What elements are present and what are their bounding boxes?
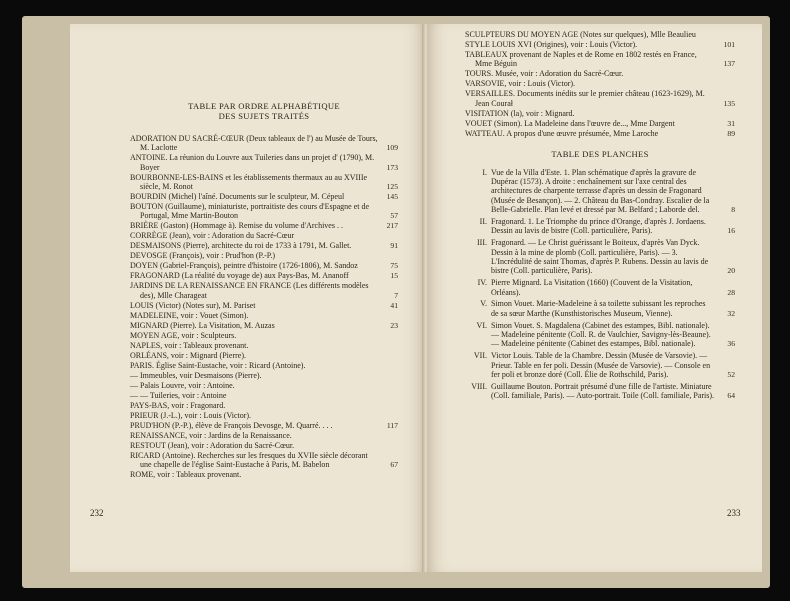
plate-entry (465, 382, 735, 401)
index-title-line2: DES SUJETS TRAITÉS (218, 111, 310, 122)
index-entry (130, 231, 398, 240)
plate-number: III. (477, 238, 487, 248)
plate-caption: Fragonard. — Le Christ guérissant le Boiteux, d'après Van Dyck. Dessin à la mine de plomb (Coll. particulière, Paris). — 3. L'Incrédulité de saint Thomas, d'après P. Rubens. Dessin au lavis de bistre (Coll. particulière, Paris). (491, 238, 709, 276)
index-entry-text: JARDINS DE LA RENAISSANCE EN FRANCE (Les différents modèles des), Mlle Charageat (130, 281, 369, 300)
index-entry-page: 15 (390, 271, 398, 281)
index-entry (130, 421, 398, 430)
index-entry (130, 221, 398, 230)
index-entry-text: BOUTON (Guillaume), miniaturiste, portraitiste des cours d'Espagne et de Portugal, Mme Martin-Bouton (130, 202, 370, 221)
plate-number: VII. (473, 351, 487, 361)
index-entry-text: RICARD (Antoine). Recherches sur les fresques du XVIIe siècle décorant une chapelle de l'église Saint-Eustache à Paris, M. Babelon (130, 450, 368, 470)
index-entry-text: RESTOUT (Jean), voir : Adoration du Sacré-Cœur. (130, 440, 295, 450)
index-entry (465, 69, 735, 78)
plate-page: 8 (731, 205, 735, 215)
index-entry (130, 134, 398, 153)
index-entry (130, 391, 398, 400)
plate-number: I. (482, 167, 487, 177)
index-entry-page: 67 (390, 460, 398, 470)
page-number-left: 232 (90, 508, 104, 518)
plate-page: 16 (727, 226, 735, 236)
index-entry-text: NAPLES, voir : Tableaux provenant. (130, 340, 249, 350)
index-entry-page: 41 (390, 300, 398, 310)
index-entry-text: PAYS-BAS, voir : Fragonard. (130, 400, 226, 410)
index-entry (130, 192, 398, 201)
index-entry (130, 301, 398, 310)
index-entry-page: 135 (723, 98, 735, 108)
index-entry (130, 381, 398, 390)
index-entry-text: ANTOINE. La réunion du Louvre aux Tuileries dans un projet d' (1790), M. Boyer (130, 153, 375, 172)
index-entry (130, 281, 398, 300)
index-entry-text: TOURS. Musée, voir : Adoration du Sacré-Cœur. (465, 69, 624, 79)
index-entry-text: PRUD'HON (P.-P.), élève de François Devosge, M. Quarré. . . . (130, 420, 333, 430)
index-entry-text: MIGNARD (Pierre). La Visitation, M. Auzas (130, 320, 275, 330)
index-entry (465, 109, 735, 118)
plate-number: V. (480, 299, 487, 309)
index-entry (130, 153, 398, 172)
index-entry (465, 129, 735, 138)
index-entries (130, 134, 398, 480)
index-entry-text: BRIÈRE (Gaston) (Hommage à). Remise du volume d'Archives . . (130, 221, 343, 231)
index-entry (465, 50, 735, 69)
index-entry (130, 271, 398, 280)
plate-caption: Simon Vouet. Marie-Madeleine à sa toilette subissant les reproches de sa sœur Marthe (Kunsthistorisches Museum, Vienne). (491, 299, 706, 318)
index-entry (130, 401, 398, 410)
index-entry-page: 89 (727, 128, 735, 138)
index-entry-text: DESMAISONS (Pierre), architecte du roi de 1733 à 1791, M. Gallet. (130, 241, 352, 251)
index-entry-page: 91 (390, 241, 398, 251)
index-entry-text: — Palais Louvre, voir : Antoine. (130, 380, 235, 390)
index-entry (130, 173, 398, 192)
index-entry (130, 261, 398, 270)
index-entry (130, 341, 398, 350)
index-entry (130, 241, 398, 250)
index-entry-text: LOUIS (Victor) (Notes sur), M. Pariset (130, 300, 256, 310)
index-entry-text: ORLÉANS, voir : Mignard (Pierre). (130, 350, 246, 360)
index-entry-page: 109 (386, 143, 398, 153)
index-entry (130, 202, 398, 221)
index-entry-page: 217 (386, 221, 398, 231)
index-entry-text: ADORATION DU SACRÉ-CŒUR (Deux tableaux de l') au Musée de Tours, M. Laclotte (130, 133, 378, 153)
index-entry-page: 75 (390, 261, 398, 271)
index-entry (130, 361, 398, 370)
index-entry-text: BOURBONNE-LES-BAINS et les établissements thermaux au au XVIIIe siècle, M. Ronot (130, 172, 368, 192)
index-entry (130, 331, 398, 340)
index-entry-text: PRIEUR (J.-L.), voir : Louis (Victor). (130, 410, 252, 420)
index-entry-page: 125 (386, 182, 398, 192)
index-entry (465, 30, 735, 39)
plates-list (465, 168, 735, 401)
index-entry (465, 89, 735, 108)
index-entry-text: FRAGONARD (La réalité du voyage de) aux Pays-Bas, M. Ananoff (130, 271, 349, 281)
index-title-line1: TABLE PAR ORDRE ALPHABÉTIQUE (188, 101, 340, 111)
index-entry-text: ROME, voir : Tableaux provenant. (130, 470, 242, 480)
plate-caption: Simon Vouet. S. Magdalena (Cabinet des estampes, Bibl. nationale). — Madeleine pénitente (Coll. R. de Vaulchier, Savigny-lès-Beaune). — Madeleine pénitente (Cabinet des estampes, Bibl. nationale). (491, 320, 711, 349)
index-entry (130, 371, 398, 380)
plate-page: 20 (727, 266, 735, 276)
plate-caption: Victor Louis. Table de la Chambre. Dessin (Musée de Varsovie). — Prieur. Table en fer poli. Dessin (Musée de Varsovie). — Console en fer poli et bronze doré (Coll. Élie de Rothschild, Paris). (491, 351, 711, 380)
plate-caption: Vue de la Villa d'Este. 1. Plan schématique d'après la gravure de Dupérac (1573). A droite : enchaînement sur l'axe central des architectures de charpente terrasse d'après un dessin de Fragonard (Musée de Besançon). — 2. Château du Bas-Condray. Escalier de la Belle-Gabrielle. Plan levé et dressé par M. Belfard ; Laborde del. (491, 167, 710, 215)
index-entry-page: 7 (394, 290, 398, 300)
page-number-right: 233 (727, 508, 741, 518)
index-entry (465, 79, 735, 88)
index-entry-text: DEVOSGE (François), voir : Prud'hon (P.-P.) (130, 251, 275, 261)
index-entry (465, 40, 735, 49)
plate-number: II. (479, 217, 487, 227)
index-entry-text: SCULPTEURS DU MOYEN AGE (Notes sur quelques), Mlle Beaulieu (465, 30, 696, 39)
index-entry-text: MOYEN AGE, voir : Sculpteurs. (130, 330, 237, 340)
index-entry-text: — Immeubles, voir Desmaisons (Pierre). (130, 370, 262, 380)
index-entry (130, 441, 398, 450)
index-entry-text: VERSAILLES. Documents inédits sur le premier château (1623-1629), M. Jean Courał (465, 89, 705, 108)
plate-entry (465, 321, 735, 349)
index-entry-page: 173 (386, 162, 398, 172)
index-entry-page: 31 (727, 118, 735, 128)
plate-caption: Fragonard. 1. Le Triomphe du prince d'Orange, d'après J. Jordaens. Dessin au lavis de bistre (Coll. particulière, Paris). (491, 217, 706, 236)
alphabetical-index (130, 102, 398, 480)
plate-page: 64 (727, 391, 735, 401)
index-entry-text: STYLE LOUIS XVI (Origines), voir : Louis (Victor). (465, 40, 638, 49)
index-entry-text: VARSOVIE, voir : Louis (Victor). (465, 79, 576, 89)
index-entry-text: VOUET (Simon). La Madeleine dans l'œuvre de..., Mme Dargent (465, 118, 675, 128)
plate-entry (465, 299, 735, 318)
plate-entry (465, 238, 735, 276)
index-entry (130, 451, 398, 470)
index-entry-text: TABLEAUX provenant de Naples et de Rome en 1802 restés en France, Mme Béguin (465, 50, 697, 69)
index-entry (130, 411, 398, 420)
index-entry (130, 470, 398, 479)
index-entry-text: CORRÈGE (Jean), voir : Adoration du Sacré-Cœur (130, 231, 295, 241)
index-entry (130, 351, 398, 360)
index-entry-text: WATTEAU. A propos d'une œuvre présumée, Mme Laroche (465, 128, 659, 138)
index-entry-text: RENAISSANCE, voir : Jardins de la Renaissance. (130, 430, 292, 440)
index-entry-page: 145 (386, 192, 398, 202)
plates-title: TABLE DES PLANCHES (551, 149, 649, 160)
plate-page: 52 (727, 370, 735, 380)
index-entry-text: PARIS. Église Saint-Eustache, voir : Ricard (Antoine). (130, 360, 306, 370)
right-column (465, 30, 735, 403)
index-entry-page: 117 (386, 420, 398, 430)
plate-caption: Pierre Mignard. La Visitation (1660) (Couvent de la Visitation, Orléans). (491, 278, 693, 297)
index-entry-page: 23 (390, 320, 398, 330)
plate-page: 28 (727, 287, 735, 297)
plate-entry (465, 168, 735, 215)
index-entry (130, 251, 398, 260)
open-book (22, 16, 770, 588)
plate-page: 32 (727, 308, 735, 318)
index-entry (130, 311, 398, 320)
index-entry (130, 321, 398, 330)
index-entry-text: BOURDIN (Michel) l'aîné. Documents sur le sculpteur, M. Cépeul (130, 192, 345, 202)
plate-number: VI. (476, 320, 487, 330)
index-entries-continued (465, 30, 735, 138)
index-entry-text: MADELEINE, voir : Vouet (Simon). (130, 310, 249, 320)
index-entry-text: — — Tuileries, voir : Antoine (130, 390, 227, 400)
plate-number: IV. (477, 278, 487, 288)
plate-page: 36 (727, 339, 735, 349)
plate-entry (465, 351, 735, 379)
plate-entry (465, 217, 735, 236)
left-page (70, 24, 425, 572)
index-entry-page: 57 (390, 211, 398, 221)
right-page (427, 24, 762, 572)
index-entry-text: VISITATION (la), voir : Mignard. (465, 108, 575, 118)
index-entry (130, 431, 398, 440)
plate-caption: Guillaume Bouton. Portrait présumé d'une fille de l'artiste. Miniature (Coll. familiale, Paris). — Auto-portrait. Toile (Coll. familiale, Paris). (491, 381, 715, 401)
plate-number: VIII. (471, 381, 487, 391)
index-entry (465, 119, 735, 128)
index-entry-page: 101 (723, 40, 735, 49)
plate-entry (465, 278, 735, 297)
index-entry-page: 137 (723, 59, 735, 69)
index-entry-text: DOYEN (Gabriel-François), peintre d'histoire (1726-1806), M. Sandoz (130, 261, 358, 271)
